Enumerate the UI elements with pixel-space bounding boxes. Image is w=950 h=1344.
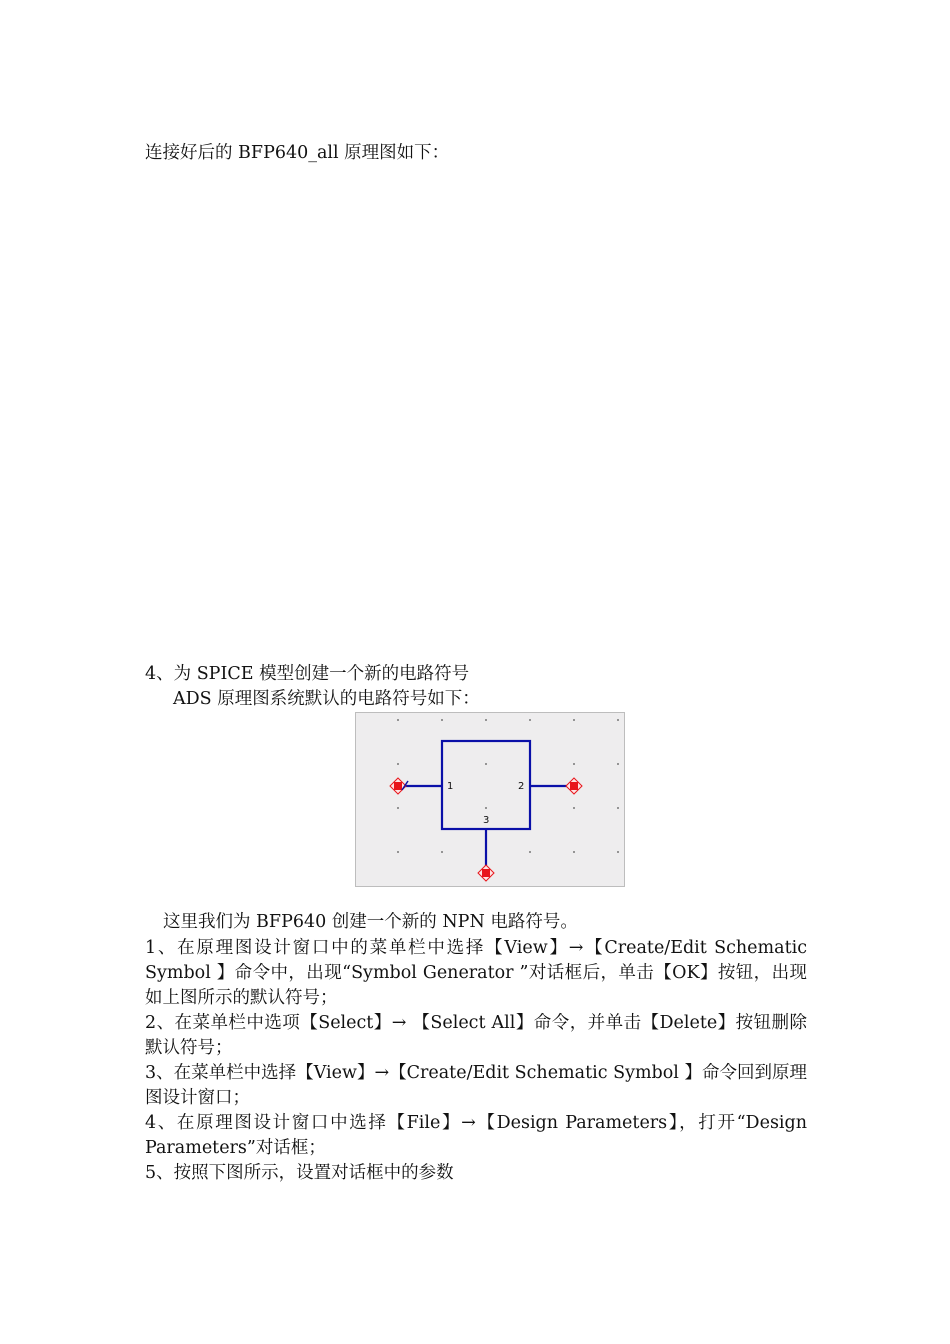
grid-dot (397, 719, 399, 721)
grid-dot (485, 763, 487, 765)
grid-dot (397, 763, 399, 765)
port-3-marker (478, 865, 494, 881)
npn-intro-text: 这里我们为 BFP640 创建一个新的 NPN 电路符号。 (163, 912, 578, 932)
grid-dot (617, 763, 619, 765)
section-heading: 4、为 SPICE 模型创建一个新的电路符号 (145, 664, 470, 684)
grid-dot (573, 763, 575, 765)
steps-list (145, 936, 807, 1186)
grid-dot (397, 807, 399, 809)
grid-dot (485, 807, 487, 809)
step-4: 4、在原理图设计窗口中选择【File】→【Design Parameters】，打开“Design Parameters”对话框； (145, 1113, 807, 1158)
grid-dot (573, 719, 575, 721)
step-2: 2、在菜单栏中选项【Select】→ 【Select All】命令，并单击【Delete】按钮删除默认符号； (145, 1013, 807, 1058)
grid-dots (397, 719, 624, 886)
grid-dot (617, 851, 619, 853)
port-1-marker (390, 778, 408, 794)
pin-label-2: 2 (518, 781, 525, 792)
grid-dot (529, 719, 531, 721)
step-5: 5、按照下图所示，设置对话框中的参数 (145, 1163, 454, 1183)
step-3: 3、在菜单栏中选择【View】→【Create/Edit Schematic Symbol 】命令回到原理图设计窗口； (145, 1063, 807, 1108)
grid-dot (441, 851, 443, 853)
grid-dot (529, 851, 531, 853)
grid-dot (617, 807, 619, 809)
default-symbol-diagram (356, 713, 624, 886)
section-subtext: ADS 原理图系统默认的电路符号如下： (173, 689, 480, 709)
port-2-marker (566, 778, 582, 794)
grid-dot (573, 851, 575, 853)
pin-label-1: 1 (447, 781, 454, 792)
grid-dot (441, 719, 443, 721)
grid-dot (397, 851, 399, 853)
grid-dot (573, 807, 575, 809)
default-symbol-figure (355, 712, 625, 887)
step-1: 1、在原理图设计窗口中的菜单栏中选择【View】→【Create/Edit Schematic Symbol 】命令中，出现“Symbol Generator ”对话框后，单击【OK】按钮，出现如上图所示的默认符号； (145, 938, 807, 1008)
intro-text: 连接好后的 BFP640_all 原理图如下： (145, 143, 450, 163)
grid-dot (485, 719, 487, 721)
pin-label-3: 3 (483, 815, 490, 826)
grid-dot (617, 719, 619, 721)
